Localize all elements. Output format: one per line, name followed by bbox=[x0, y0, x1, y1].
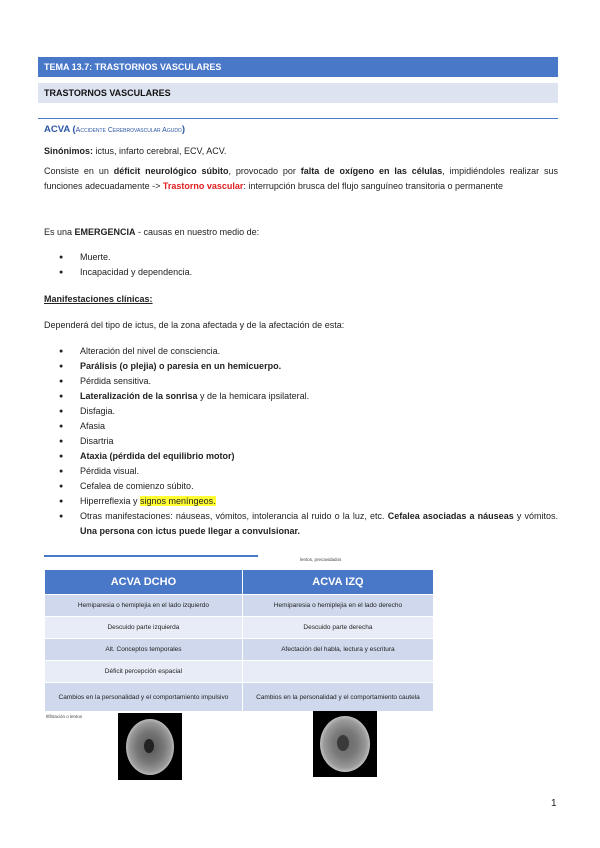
emergencia-line: Es una EMERGENCIA - causas en nuestro medio de: bbox=[44, 227, 260, 237]
manifestaciones-list bbox=[44, 344, 558, 539]
list-item: ● Parálisis (o plejia) o paresia en un hemicuerpo. bbox=[44, 359, 558, 374]
acva-comparison-table bbox=[44, 569, 434, 712]
list-item: ● Afasia bbox=[44, 419, 558, 434]
table-header-izq: ACVA IZQ bbox=[242, 570, 433, 595]
table-header-dcho: ACVA DCHO bbox=[45, 570, 243, 595]
list-item: ● Otras manifestaciones: náuseas, vómitos, intolerancia al ruido o la luz, etc. Cefalea asociadas a náuseas y vómitos. Una persona con ictus puede llegar a convulsionar. bbox=[44, 509, 558, 539]
list-item: ● Ataxia (pérdida del equilibrio motor) bbox=[44, 449, 558, 464]
list-item: ● Hiperreflexia y signos meníngeos. bbox=[44, 494, 558, 509]
small-note: lentos, precavidados bbox=[300, 557, 342, 562]
table-row bbox=[45, 661, 434, 683]
list-item: ● Lateralización de la sonrisa y de la hemicara ipsilateral. bbox=[44, 389, 558, 404]
section-rule bbox=[38, 118, 558, 119]
table-cell: Descuido parte izquierda bbox=[45, 617, 243, 639]
list-item: ● Disartria bbox=[44, 434, 558, 449]
list-item: ● Alteración del nivel de consciencia. bbox=[44, 344, 558, 359]
list-item: ● Muerte. bbox=[44, 250, 558, 265]
ct-scan-image-right bbox=[313, 711, 377, 777]
table-row bbox=[45, 617, 434, 639]
list-item: ● Cefalea de comienzo súbito. bbox=[44, 479, 558, 494]
list-item: ● Incapacidad y dependencia. bbox=[44, 265, 558, 280]
table-row bbox=[45, 683, 434, 712]
table-cell: Déficit percepción espacial bbox=[45, 661, 243, 683]
page-number: 1 bbox=[551, 798, 557, 809]
table-cell bbox=[242, 661, 433, 683]
sinonimos-line: Sinónimos: ictus, infarto cerebral, ECV, ACV. bbox=[44, 146, 227, 156]
divider-rule bbox=[44, 555, 258, 557]
list-item: ● Pérdida visual. bbox=[44, 464, 558, 479]
manifestaciones-title: Manifestaciones clínicas: bbox=[44, 294, 153, 304]
definition-paragraph: Consiste en un déficit neurológico súbito, provocado por falta de oxígeno en las células, impidiéndoles realizar sus funciones adecuadamente -> Trastorno vascular: interrupción brusca del flujo sanguíneo transitoria o permanente bbox=[44, 166, 559, 191]
table-cell: Hemiparesia o hemiplejia en el lado izquierdo bbox=[45, 595, 243, 617]
acva-heading: ACVA (Accidente Cerebrovascular Agudo) bbox=[44, 124, 185, 135]
image-caption: Ilfiltración o lentos bbox=[46, 714, 83, 719]
table-cell: Alt. Conceptos temporales bbox=[45, 639, 243, 661]
table-row bbox=[45, 639, 434, 661]
ct-scan-image-left bbox=[118, 713, 182, 780]
table-cell: Hemiparesia o hemiplejia en el lado derecho bbox=[242, 595, 433, 617]
table-row bbox=[45, 595, 434, 617]
tema-banner: TEMA 13.7: TRASTORNOS VASCULARES bbox=[38, 57, 558, 77]
table-cell: Cambios en la personalidad y el comportamiento impulsivo bbox=[45, 683, 243, 712]
list-item: ● Disfagia. bbox=[44, 404, 558, 419]
list-item: ● Pérdida sensitiva. bbox=[44, 374, 558, 389]
table-cell: Afectación del habla, lectura y escritura bbox=[242, 639, 433, 661]
section-banner: TRASTORNOS VASCULARES bbox=[38, 83, 558, 103]
causas-list bbox=[44, 250, 558, 280]
table-cell: Cambios en la personalidad y el comportamiento cautela bbox=[242, 683, 433, 712]
table-cell: Descuido parte derecha bbox=[242, 617, 433, 639]
manifestaciones-intro: Dependerá del tipo de ictus, de la zona afectada y de la afectación de esta: bbox=[44, 320, 345, 330]
